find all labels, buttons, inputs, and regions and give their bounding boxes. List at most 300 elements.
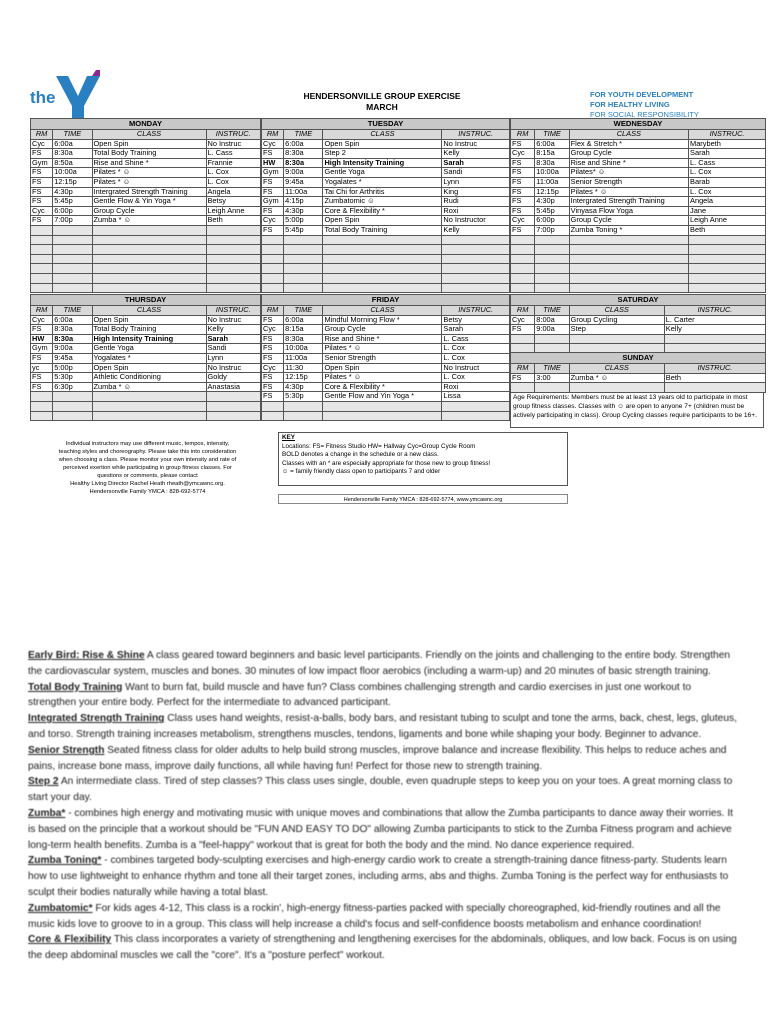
time-cell: 10:00a bbox=[53, 168, 92, 178]
room-cell: FS bbox=[31, 216, 53, 226]
schedule-row bbox=[511, 168, 766, 178]
description-item bbox=[28, 774, 738, 806]
instructor-cell: King bbox=[442, 187, 510, 197]
day-header: WEDNESDAY bbox=[511, 119, 766, 130]
room-cell: FS bbox=[262, 353, 284, 363]
empty-cell bbox=[206, 264, 261, 274]
schedule-row bbox=[31, 353, 261, 363]
time-cell: 8:00a bbox=[535, 315, 569, 325]
column-header: RM bbox=[511, 364, 535, 374]
empty-cell bbox=[569, 383, 664, 393]
empty-cell bbox=[442, 283, 510, 293]
class-cell: Step bbox=[569, 325, 664, 335]
empty-cell bbox=[31, 225, 53, 235]
time-cell: 8:15a bbox=[535, 149, 569, 159]
empty-cell bbox=[92, 225, 206, 235]
instructor-cell: Goldy bbox=[206, 373, 261, 383]
schedule-row bbox=[31, 334, 261, 344]
class-cell: Pilates * ☺ bbox=[92, 168, 206, 178]
schedule-row bbox=[31, 235, 261, 245]
empty-cell bbox=[442, 411, 510, 421]
instructor-cell: Beth bbox=[206, 216, 261, 226]
time-cell: 4:15p bbox=[284, 197, 323, 207]
class-cell: Step 2 bbox=[323, 149, 442, 159]
schedule-row bbox=[31, 177, 261, 187]
empty-cell bbox=[284, 273, 323, 283]
empty-cell bbox=[53, 225, 92, 235]
note-line: teaching styles and choreography. Please take this into consideration bbox=[58, 449, 237, 455]
time-cell: 12:15p bbox=[284, 373, 323, 383]
instructor-cell: Jane bbox=[689, 206, 766, 216]
time-cell: 9:00a bbox=[535, 325, 569, 335]
class-cell: Open Spin bbox=[92, 315, 206, 325]
room-cell: Cyc bbox=[262, 363, 284, 373]
instructor-cell: L. Cox bbox=[442, 353, 510, 363]
room-cell: FS bbox=[262, 187, 284, 197]
time-cell: 12:15p bbox=[535, 187, 569, 197]
logo-text: the bbox=[30, 88, 56, 107]
empty-cell bbox=[53, 401, 92, 411]
room-cell: FS bbox=[511, 325, 535, 335]
empty-cell bbox=[262, 235, 284, 245]
key-family-note: ☺ = family friendly class open to participants 7 and older bbox=[282, 468, 441, 475]
room-cell: Gym bbox=[262, 197, 284, 207]
time-cell: 6:30p bbox=[53, 382, 92, 392]
empty-cell bbox=[323, 411, 442, 421]
class-cell: Gentle Yoga bbox=[92, 344, 206, 354]
schedule-row bbox=[31, 187, 261, 197]
column-header: TIME bbox=[535, 130, 569, 140]
instructor-cell: L. Cox bbox=[442, 373, 510, 383]
class-cell: Open Spin bbox=[323, 216, 442, 226]
empty-cell bbox=[262, 254, 284, 264]
column-header: TIME bbox=[535, 306, 569, 316]
empty-cell bbox=[284, 264, 323, 274]
description-title: Integrated Strength Training bbox=[28, 713, 165, 725]
note-line: Hendersonville Family YMCA : 828-692-5774 bbox=[89, 489, 206, 495]
class-cell: Yogalates * bbox=[92, 353, 206, 363]
room-cell: Cyc bbox=[31, 206, 53, 216]
room-cell: FS bbox=[511, 158, 535, 168]
empty-cell bbox=[535, 264, 569, 274]
class-cell: Core & Flexibility * bbox=[323, 382, 442, 392]
class-cell: Senior Strength bbox=[323, 353, 442, 363]
room-cell: Cyc bbox=[31, 139, 53, 149]
instructor-cell: Roxi bbox=[442, 206, 510, 216]
schedule-row bbox=[31, 273, 261, 283]
empty-cell bbox=[511, 254, 535, 264]
empty-cell bbox=[53, 264, 92, 274]
empty-cell bbox=[92, 235, 206, 245]
class-cell: Group Cycle bbox=[569, 149, 688, 159]
description-title: Senior Strength bbox=[28, 744, 105, 756]
room-cell: FS bbox=[511, 177, 535, 187]
room-cell: FS bbox=[262, 149, 284, 159]
time-cell: 5:00p bbox=[284, 216, 323, 226]
time-cell: 4:30p bbox=[284, 206, 323, 216]
empty-cell bbox=[31, 245, 53, 255]
empty-cell bbox=[284, 254, 323, 264]
description-title: Zumba* bbox=[28, 807, 66, 819]
instructor-cell: No Instruc bbox=[206, 363, 261, 373]
empty-cell bbox=[511, 334, 535, 344]
class-cell: Gentle Yoga bbox=[323, 168, 442, 178]
empty-cell bbox=[206, 411, 261, 421]
schedule-row bbox=[262, 363, 510, 373]
instructor-cell: Lynn bbox=[442, 177, 510, 187]
time-cell: 9:45a bbox=[284, 177, 323, 187]
instructor-cell: No Instructor bbox=[442, 216, 510, 226]
empty-cell bbox=[284, 235, 323, 245]
empty-cell bbox=[206, 283, 261, 293]
time-cell: 8:50a bbox=[53, 158, 92, 168]
empty-cell bbox=[442, 235, 510, 245]
time-cell: 4:30p bbox=[535, 197, 569, 207]
instructor-cell: Angela bbox=[689, 197, 766, 207]
schedule-row bbox=[31, 283, 261, 293]
room-cell: FS bbox=[31, 149, 53, 159]
description-item bbox=[28, 853, 738, 900]
empty-cell bbox=[511, 383, 535, 393]
schedule-row bbox=[511, 139, 766, 149]
column-header: CLASS bbox=[569, 364, 664, 374]
column-header: CLASS bbox=[323, 130, 442, 140]
time-cell: 8:30a bbox=[284, 334, 323, 344]
room-cell: Cyc bbox=[511, 149, 535, 159]
empty-cell bbox=[31, 254, 53, 264]
time-cell: 12:15p bbox=[53, 177, 92, 187]
class-cell: Zumba * ☺ bbox=[92, 216, 206, 226]
room-cell: FS bbox=[511, 197, 535, 207]
description-text: - combines high energy and motivating music with unique moves and combinations that allow the Zumba participants to dance away their worries. It is based on the principle that a workout should be "FUN AND EASY TO DO" allowing Zumba participants to stick to the Zumba Fitness program and achieve long-term health benefits. Zumba is a "feel-happy" workout that is great for both the body and the mind. No dance experience required. bbox=[28, 807, 733, 851]
class-cell: Senior Strength bbox=[569, 177, 688, 187]
schedule-row bbox=[511, 264, 766, 274]
class-cell: Zumba Toning * bbox=[569, 225, 688, 235]
note-line: Healthy Living Director Rachel Heath rheath@ymcawnc.org. bbox=[70, 481, 225, 487]
instructor-cell: Barab bbox=[689, 177, 766, 187]
class-cell: Open Spin bbox=[323, 363, 442, 373]
tagline-2: FOR HEALTHY LIVING bbox=[590, 100, 670, 109]
schedule-row bbox=[31, 363, 261, 373]
room-cell: yc bbox=[31, 363, 53, 373]
class-cell: Open Spin bbox=[323, 139, 442, 149]
class-cell: Total Body Training bbox=[92, 325, 206, 335]
empty-cell bbox=[569, 334, 664, 344]
time-cell: 6:00a bbox=[53, 315, 92, 325]
empty-cell bbox=[92, 401, 206, 411]
empty-cell bbox=[569, 283, 688, 293]
description-item bbox=[28, 648, 738, 680]
empty-cell bbox=[92, 283, 206, 293]
room-cell: FS bbox=[31, 325, 53, 335]
schedule-row bbox=[511, 315, 766, 325]
time-cell: 11:00a bbox=[284, 187, 323, 197]
empty-cell bbox=[442, 245, 510, 255]
description-text: For kids ages 4-12, This class is a rockin', high-energy fitness-parties packed with specially choreographed, kid-friendly routines and all the music kids love to groove to in a group. This class will help increase a child's focus and self-confidence boosts metabolism and enhance coordination! bbox=[28, 902, 721, 930]
day-header: TUESDAY bbox=[262, 119, 510, 130]
day-header: SUNDAY bbox=[511, 353, 766, 364]
empty-cell bbox=[535, 235, 569, 245]
class-cell: Gentle Flow and Yin Yoga * bbox=[323, 392, 442, 402]
room-cell: FS bbox=[511, 139, 535, 149]
empty-cell bbox=[92, 245, 206, 255]
instructor-cell: L. Cox bbox=[689, 187, 766, 197]
schedule-title bbox=[262, 91, 502, 113]
instructor-cell: Kelly bbox=[442, 225, 510, 235]
class-cell: Gentle Flow & Yin Yoga * bbox=[92, 197, 206, 207]
time-cell: 8:30a bbox=[53, 149, 92, 159]
instructor-cell: L. Cox bbox=[689, 168, 766, 178]
class-cell: High Intensity Training bbox=[92, 334, 206, 344]
room-cell: HW bbox=[262, 158, 284, 168]
column-header: INSTRUC. bbox=[442, 130, 510, 140]
column-header: TIME bbox=[53, 130, 92, 140]
column-header: INSTRUC. bbox=[664, 364, 765, 374]
class-cell: Group Cycle bbox=[323, 325, 442, 335]
schedule-row bbox=[511, 197, 766, 207]
room-cell: Cyc bbox=[262, 139, 284, 149]
empty-cell bbox=[92, 411, 206, 421]
room-cell: Cyc bbox=[262, 216, 284, 226]
class-cell: Zumba * ☺ bbox=[92, 382, 206, 392]
description-text: - combines targeted body-sculpting exercises and high-energy cardio work to create a strength-training dance fitness-party. Students learn how to use lightweight to enhance rhythm and tone all their target zones, including arms, abs and thighs. Zumba Toning is the perfect way for enthusiasts to sculpt their bodies naturally while having a total blast. bbox=[28, 855, 729, 898]
empty-cell bbox=[206, 235, 261, 245]
time-cell: 10:00a bbox=[284, 344, 323, 354]
key-heading: KEY bbox=[282, 434, 295, 441]
instructor-cell: Marybeth bbox=[689, 139, 766, 149]
schedule-row bbox=[262, 264, 510, 274]
schedule-row bbox=[31, 139, 261, 149]
instructor-cell: Betsy bbox=[206, 197, 261, 207]
age-requirements: Age Requirements: Members must be at least 13 years old to participate in most group fitness classes. Classes with ☺ are open to anyone 7+ (children must be actively participating in class). Group Cycling classes require participants to be 16+. bbox=[510, 392, 764, 428]
description-item bbox=[28, 806, 738, 853]
time-cell: 8:30a bbox=[284, 149, 323, 159]
instructor-cell: No Instruc bbox=[206, 139, 261, 149]
empty-cell bbox=[31, 411, 53, 421]
schedule-row bbox=[31, 264, 261, 274]
schedule-row bbox=[262, 149, 510, 159]
instructor-cell: Lynn bbox=[206, 353, 261, 363]
class-cell: Yogalates * bbox=[323, 177, 442, 187]
description-item bbox=[28, 743, 738, 775]
time-cell: 5:30p bbox=[284, 392, 323, 402]
description-item bbox=[28, 901, 738, 933]
column-header: RM bbox=[262, 306, 284, 316]
empty-cell bbox=[569, 264, 688, 274]
room-cell: Cyc bbox=[511, 315, 535, 325]
description-item bbox=[28, 932, 738, 964]
title-line-2: MARCH bbox=[366, 102, 398, 112]
description-title: Zumbatomic* bbox=[28, 902, 93, 914]
instructor-cell: Sandi bbox=[206, 344, 261, 354]
empty-cell bbox=[535, 254, 569, 264]
room-cell: FS bbox=[262, 315, 284, 325]
time-cell: 5:45p bbox=[535, 206, 569, 216]
instructor-cell: Beth bbox=[689, 225, 766, 235]
time-cell: 11:30 bbox=[284, 363, 323, 373]
schedule-row bbox=[262, 382, 510, 392]
room-cell: FS bbox=[511, 206, 535, 216]
schedule-row bbox=[511, 235, 766, 245]
empty-cell bbox=[535, 383, 569, 393]
room-cell: FS bbox=[262, 382, 284, 392]
column-header: CLASS bbox=[92, 306, 206, 316]
column-header: INSTRUC. bbox=[442, 306, 510, 316]
empty-cell bbox=[262, 264, 284, 274]
instructor-cell: Anastasia bbox=[206, 382, 261, 392]
instructor-cell: Sarah bbox=[689, 149, 766, 159]
schedule-row bbox=[31, 168, 261, 178]
empty-cell bbox=[284, 401, 323, 411]
schedule-row bbox=[262, 216, 510, 226]
empty-cell bbox=[53, 254, 92, 264]
empty-cell bbox=[53, 392, 92, 402]
empty-cell bbox=[442, 254, 510, 264]
room-cell: FS bbox=[31, 373, 53, 383]
instructor-cell: Betsy bbox=[442, 315, 510, 325]
time-cell: 3:00 bbox=[535, 373, 569, 383]
time-cell: 8:30a bbox=[53, 334, 92, 344]
empty-cell bbox=[262, 411, 284, 421]
empty-cell bbox=[206, 225, 261, 235]
description-text: An intermediate class. Tired of step classes? This class uses single, double, even quadruple steps to keep you on your toes. A great morning class to start your day. bbox=[28, 776, 733, 804]
empty-cell bbox=[53, 235, 92, 245]
time-cell: 6:00a bbox=[535, 139, 569, 149]
room-cell: FS bbox=[31, 197, 53, 207]
instructor-cell: L. Cass bbox=[206, 149, 261, 159]
schedule-row bbox=[31, 411, 261, 421]
column-header: CLASS bbox=[323, 306, 442, 316]
schedule-row bbox=[31, 149, 261, 159]
empty-cell bbox=[535, 283, 569, 293]
empty-cell bbox=[689, 264, 766, 274]
instructor-cell: Sarah bbox=[206, 334, 261, 344]
time-cell: 7:00p bbox=[53, 216, 92, 226]
empty-cell bbox=[442, 273, 510, 283]
schedule-row bbox=[262, 187, 510, 197]
room-cell: FS bbox=[31, 382, 53, 392]
empty-cell bbox=[664, 334, 765, 344]
instructor-cell: Beth bbox=[664, 373, 765, 383]
empty-cell bbox=[511, 283, 535, 293]
time-cell: 9:45a bbox=[53, 353, 92, 363]
room-cell: FS bbox=[262, 334, 284, 344]
schedule-row bbox=[511, 373, 766, 383]
empty-cell bbox=[53, 411, 92, 421]
column-header: TIME bbox=[284, 130, 323, 140]
time-cell: 6:00a bbox=[53, 139, 92, 149]
class-cell: Pilates * ☺ bbox=[92, 177, 206, 187]
instructor-cell: Kelly bbox=[206, 325, 261, 335]
time-cell: 8:30a bbox=[284, 158, 323, 168]
description-title: Step 2 bbox=[28, 776, 59, 788]
schedule-row bbox=[511, 273, 766, 283]
room-cell: FS bbox=[511, 168, 535, 178]
empty-cell bbox=[92, 392, 206, 402]
time-cell: 11:00a bbox=[535, 177, 569, 187]
empty-cell bbox=[569, 254, 688, 264]
empty-cell bbox=[31, 273, 53, 283]
schedule-row bbox=[262, 411, 510, 421]
schedule-row bbox=[262, 235, 510, 245]
schedule-row bbox=[262, 401, 510, 411]
room-cell: Gym bbox=[31, 344, 53, 354]
tagline-1: FOR YOUTH DEVELOPMENT bbox=[590, 90, 694, 99]
empty-cell bbox=[323, 273, 442, 283]
schedule-row bbox=[511, 383, 766, 393]
schedule-row bbox=[262, 334, 510, 344]
schedule-row bbox=[262, 344, 510, 354]
empty-cell bbox=[206, 273, 261, 283]
empty-cell bbox=[262, 273, 284, 283]
schedule-row bbox=[31, 373, 261, 383]
schedule-row bbox=[262, 283, 510, 293]
empty-cell bbox=[689, 283, 766, 293]
empty-cell bbox=[323, 283, 442, 293]
empty-cell bbox=[689, 245, 766, 255]
footer-contact: Hendersonville Family YMCA : 828-692-5774, www.ymcawnc.org bbox=[278, 494, 568, 504]
class-cell: Pilates * ☺ bbox=[569, 187, 688, 197]
empty-cell bbox=[206, 392, 261, 402]
class-cell: Athletic Conditioning bbox=[92, 373, 206, 383]
time-cell: 7:00p bbox=[535, 225, 569, 235]
class-cell: Pilates * ☺ bbox=[323, 344, 442, 354]
schedule-row bbox=[31, 245, 261, 255]
room-cell: FS bbox=[262, 225, 284, 235]
time-cell: 11:00a bbox=[284, 353, 323, 363]
instructor-cell: Leigh Anne bbox=[689, 216, 766, 226]
instructor-cell: L. Cox bbox=[442, 344, 510, 354]
room-cell: Cyc bbox=[31, 315, 53, 325]
column-header: INSTRUC. bbox=[206, 130, 261, 140]
empty-cell bbox=[31, 283, 53, 293]
empty-cell bbox=[323, 235, 442, 245]
room-cell: FS bbox=[262, 344, 284, 354]
empty-cell bbox=[689, 235, 766, 245]
empty-cell bbox=[53, 273, 92, 283]
class-cell: Group Cycle bbox=[569, 216, 688, 226]
description-text: Want to burn fat, build muscle and have fun? Class combines challenging strength and cardio exercises in just one workout to strengthen your entire body. Perfect for the intermediate to advanced participant. bbox=[28, 681, 692, 709]
key-bold-note: BOLD denotes a change in the schedule or a new class. bbox=[282, 451, 439, 458]
day-header: SATURDAY bbox=[511, 295, 766, 306]
class-cell: Zumbatomic ☺ bbox=[323, 197, 442, 207]
time-cell: 9:00a bbox=[53, 344, 92, 354]
column-header: RM bbox=[31, 130, 53, 140]
schedule-row bbox=[262, 273, 510, 283]
class-cell: Intergrated Strength Training bbox=[92, 187, 206, 197]
empty-cell bbox=[262, 283, 284, 293]
day-header: THURSDAY bbox=[31, 295, 261, 306]
description-item bbox=[28, 711, 738, 743]
empty-cell bbox=[511, 264, 535, 274]
schedule-row bbox=[31, 392, 261, 402]
class-cell: Pilates * ☺ bbox=[323, 373, 442, 383]
empty-cell bbox=[442, 264, 510, 274]
room-cell: Gym bbox=[31, 158, 53, 168]
class-cell: Vinyasa Flow Yoga bbox=[569, 206, 688, 216]
description-text: This class incorporates a variety of strengthening and lengthening exercises for the abdominals, obliques, and low back. Focus is on using the deep abdominal muscles we call the "core". It's a "posture perfect" workout. bbox=[28, 934, 737, 962]
schedule-row bbox=[511, 245, 766, 255]
room-cell: FS bbox=[31, 177, 53, 187]
class-cell: Tai Chi for Arthritis bbox=[323, 187, 442, 197]
schedule-saturday bbox=[510, 294, 766, 354]
schedule-row bbox=[262, 373, 510, 383]
instructor-cell: Sarah bbox=[442, 325, 510, 335]
schedule-row bbox=[511, 283, 766, 293]
schedule-wednesday bbox=[510, 118, 766, 293]
time-cell: 5:30p bbox=[53, 373, 92, 383]
schedule-row bbox=[511, 334, 766, 344]
